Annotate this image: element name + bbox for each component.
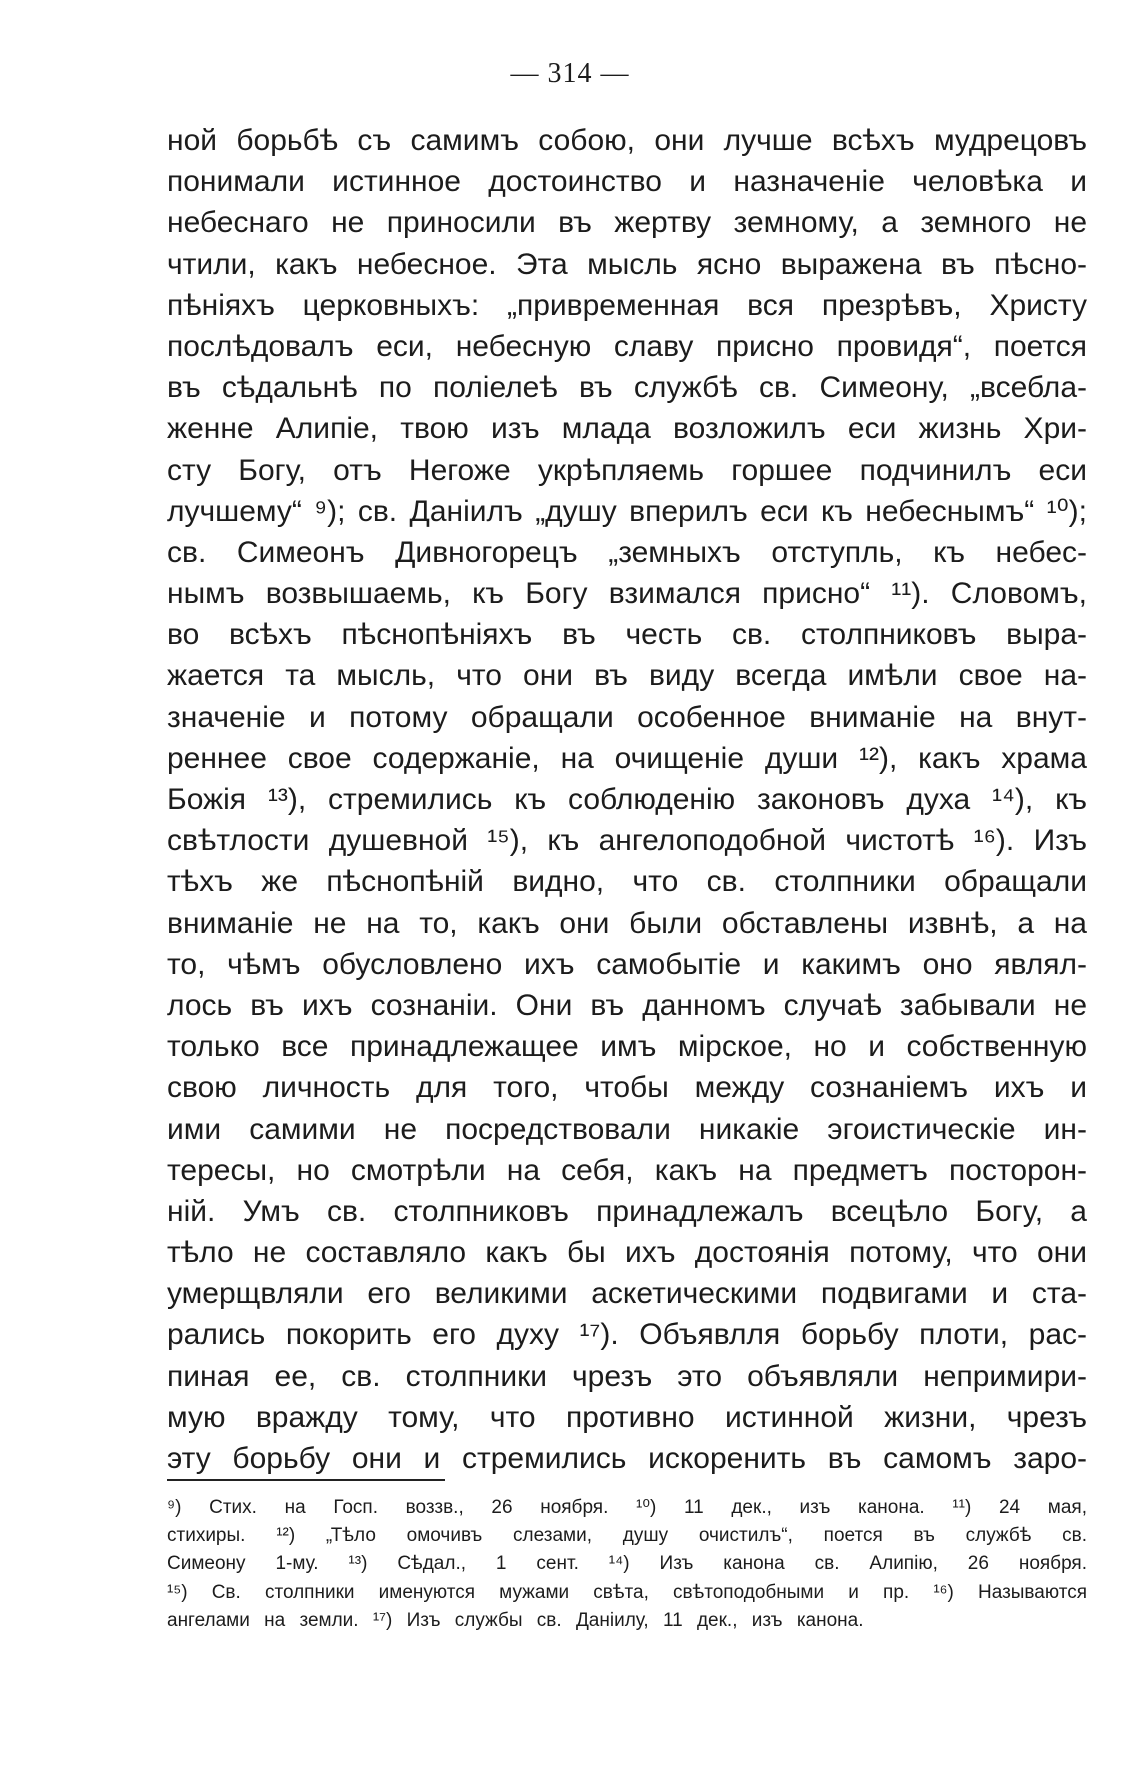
body-line: тѣло не составляло какъ бы ихъ достоянія потому, что они xyxy=(167,1236,1087,1270)
body-line: сту Богу, отъ Негоже укрѣпляемь горшее подчинилъ еси xyxy=(167,453,1087,487)
body-line: пиная ее, св. столпники чрезъ это объявляли непримири- xyxy=(167,1359,1087,1393)
footnote-divider xyxy=(167,1479,445,1481)
body-line: нымъ возвышаемь, къ Богу взимался присно“ ¹¹). Словомъ, xyxy=(167,577,1087,611)
body-line: тѣхъ же пѣснопѣній видно, что св. столпники обращали xyxy=(167,865,1087,899)
body-line: вниманіе не на то, какъ они были обставлены извнѣ, а на xyxy=(167,906,1087,940)
body-line: лось въ ихъ сознаніи. Они въ данномъ случаѣ забывали не xyxy=(167,988,1087,1022)
body-line: понимали истинное достоинство и назначеніе человѣка и xyxy=(167,165,1087,199)
body-line: пѣніяхъ церковныхъ: „привременная вся презрѣвъ, Христу xyxy=(167,288,1087,322)
footnote-line: Симеону 1-му. ¹³) Сѣдал., 1 сент. ¹⁴) Изъ канона св. Алипію, 26 ноября. xyxy=(167,1553,1087,1575)
body-text xyxy=(167,120,1087,1479)
footnote-line: стихиры. ¹²) „Тѣло омочивъ слезами, душу очистилъ“, поется въ службѣ св. xyxy=(167,1525,1087,1547)
body-line: свѣтлости душевной ¹⁵), къ ангелоподобной чистотѣ ¹⁶). Изъ xyxy=(167,824,1087,858)
body-line: лучшему“ ⁹); св. Даніилъ „душу вперилъ еси къ небеснымъ“ ¹⁰); xyxy=(167,494,1087,528)
body-line: женне Алипіе, твою изъ млада возложилъ еси жизнь Хри- xyxy=(167,412,1087,446)
body-line: ній. Умъ св. столпниковъ принадлежалъ всецѣло Богу, а xyxy=(167,1194,1087,1228)
body-line: чтили, какъ небесное. Эта мысль ясно выражена въ пѣсно- xyxy=(167,247,1087,281)
body-line: ной борьбѣ съ самимъ собою, они лучше всѣхъ мудрецовъ xyxy=(167,124,1087,157)
body-line: ими самими не посредствовали никакіе эгоистическіе ин- xyxy=(167,1112,1087,1146)
body-line: реннее свое содержаніе, на очищеніе души ¹²), какъ храма xyxy=(167,741,1087,775)
body-line: послѣдовалъ еси, небесную славу присно провидя“, поется xyxy=(167,329,1087,363)
body-line: небеснаго не приносили въ жертву земному, а земного не xyxy=(167,206,1087,240)
body-line: рались покорить его духу ¹⁷). Объявлля борьбу плоти, рас- xyxy=(167,1318,1087,1352)
body-line: только все принадлежащее имъ мірское, но и собственную xyxy=(167,1030,1087,1064)
page-number: — 314 — xyxy=(510,58,630,89)
body-line: св. Симеонъ Дивногорецъ „земныхъ отступль, къ небес- xyxy=(167,535,1087,569)
body-line: то, чѣмъ обусловлено ихъ самобытіе и какимъ оно являл- xyxy=(167,947,1087,981)
footnote-line: ангелами на земли. ¹⁷) Изъ службы св. Даніилу, 11 дек., изъ канона. xyxy=(167,1609,864,1631)
body-line: жается та мысль, что они въ виду всегда имѣли свое на- xyxy=(167,659,1087,693)
body-line: мую вражду тому, что противно истинной жизни, чрезъ xyxy=(167,1400,1087,1434)
body-line: умерщвляли его великими аскетическими подвигами и ста- xyxy=(167,1277,1087,1311)
footnote-line: ¹⁵) Св. столпники именуются мужами свѣта, свѣтоподобными и пр. ¹⁶) Называются xyxy=(167,1581,1087,1603)
footnotes xyxy=(167,1494,1087,1635)
body-line: во всѣхъ пѣснопѣніяхъ въ честь св. столпниковъ выра- xyxy=(167,618,1087,652)
body-line: въ сѣдальнѣ по поліелеѣ въ службѣ св. Симеону, „всебла- xyxy=(167,371,1087,405)
body-line: эту борьбу они и стремились искоренить въ самомъ заро- xyxy=(167,1442,1087,1475)
body-line: тересы, но смотрѣли на себя, какъ на предметъ посторон- xyxy=(167,1153,1087,1187)
body-line: Божія ¹³), стремились къ соблюденію законовъ духа ¹⁴), къ xyxy=(167,783,1087,816)
body-line: значеніе и потому обращали особенное вниманіе на внут- xyxy=(167,700,1087,734)
body-line: свою личность для того, чтобы между сознаніемъ ихъ и xyxy=(167,1071,1087,1105)
footnote-line: ⁹) Стих. на Госп. воззв., 26 ноября. ¹⁰) 11 дек., изъ канона. ¹¹) 24 мая, xyxy=(167,1497,1087,1518)
